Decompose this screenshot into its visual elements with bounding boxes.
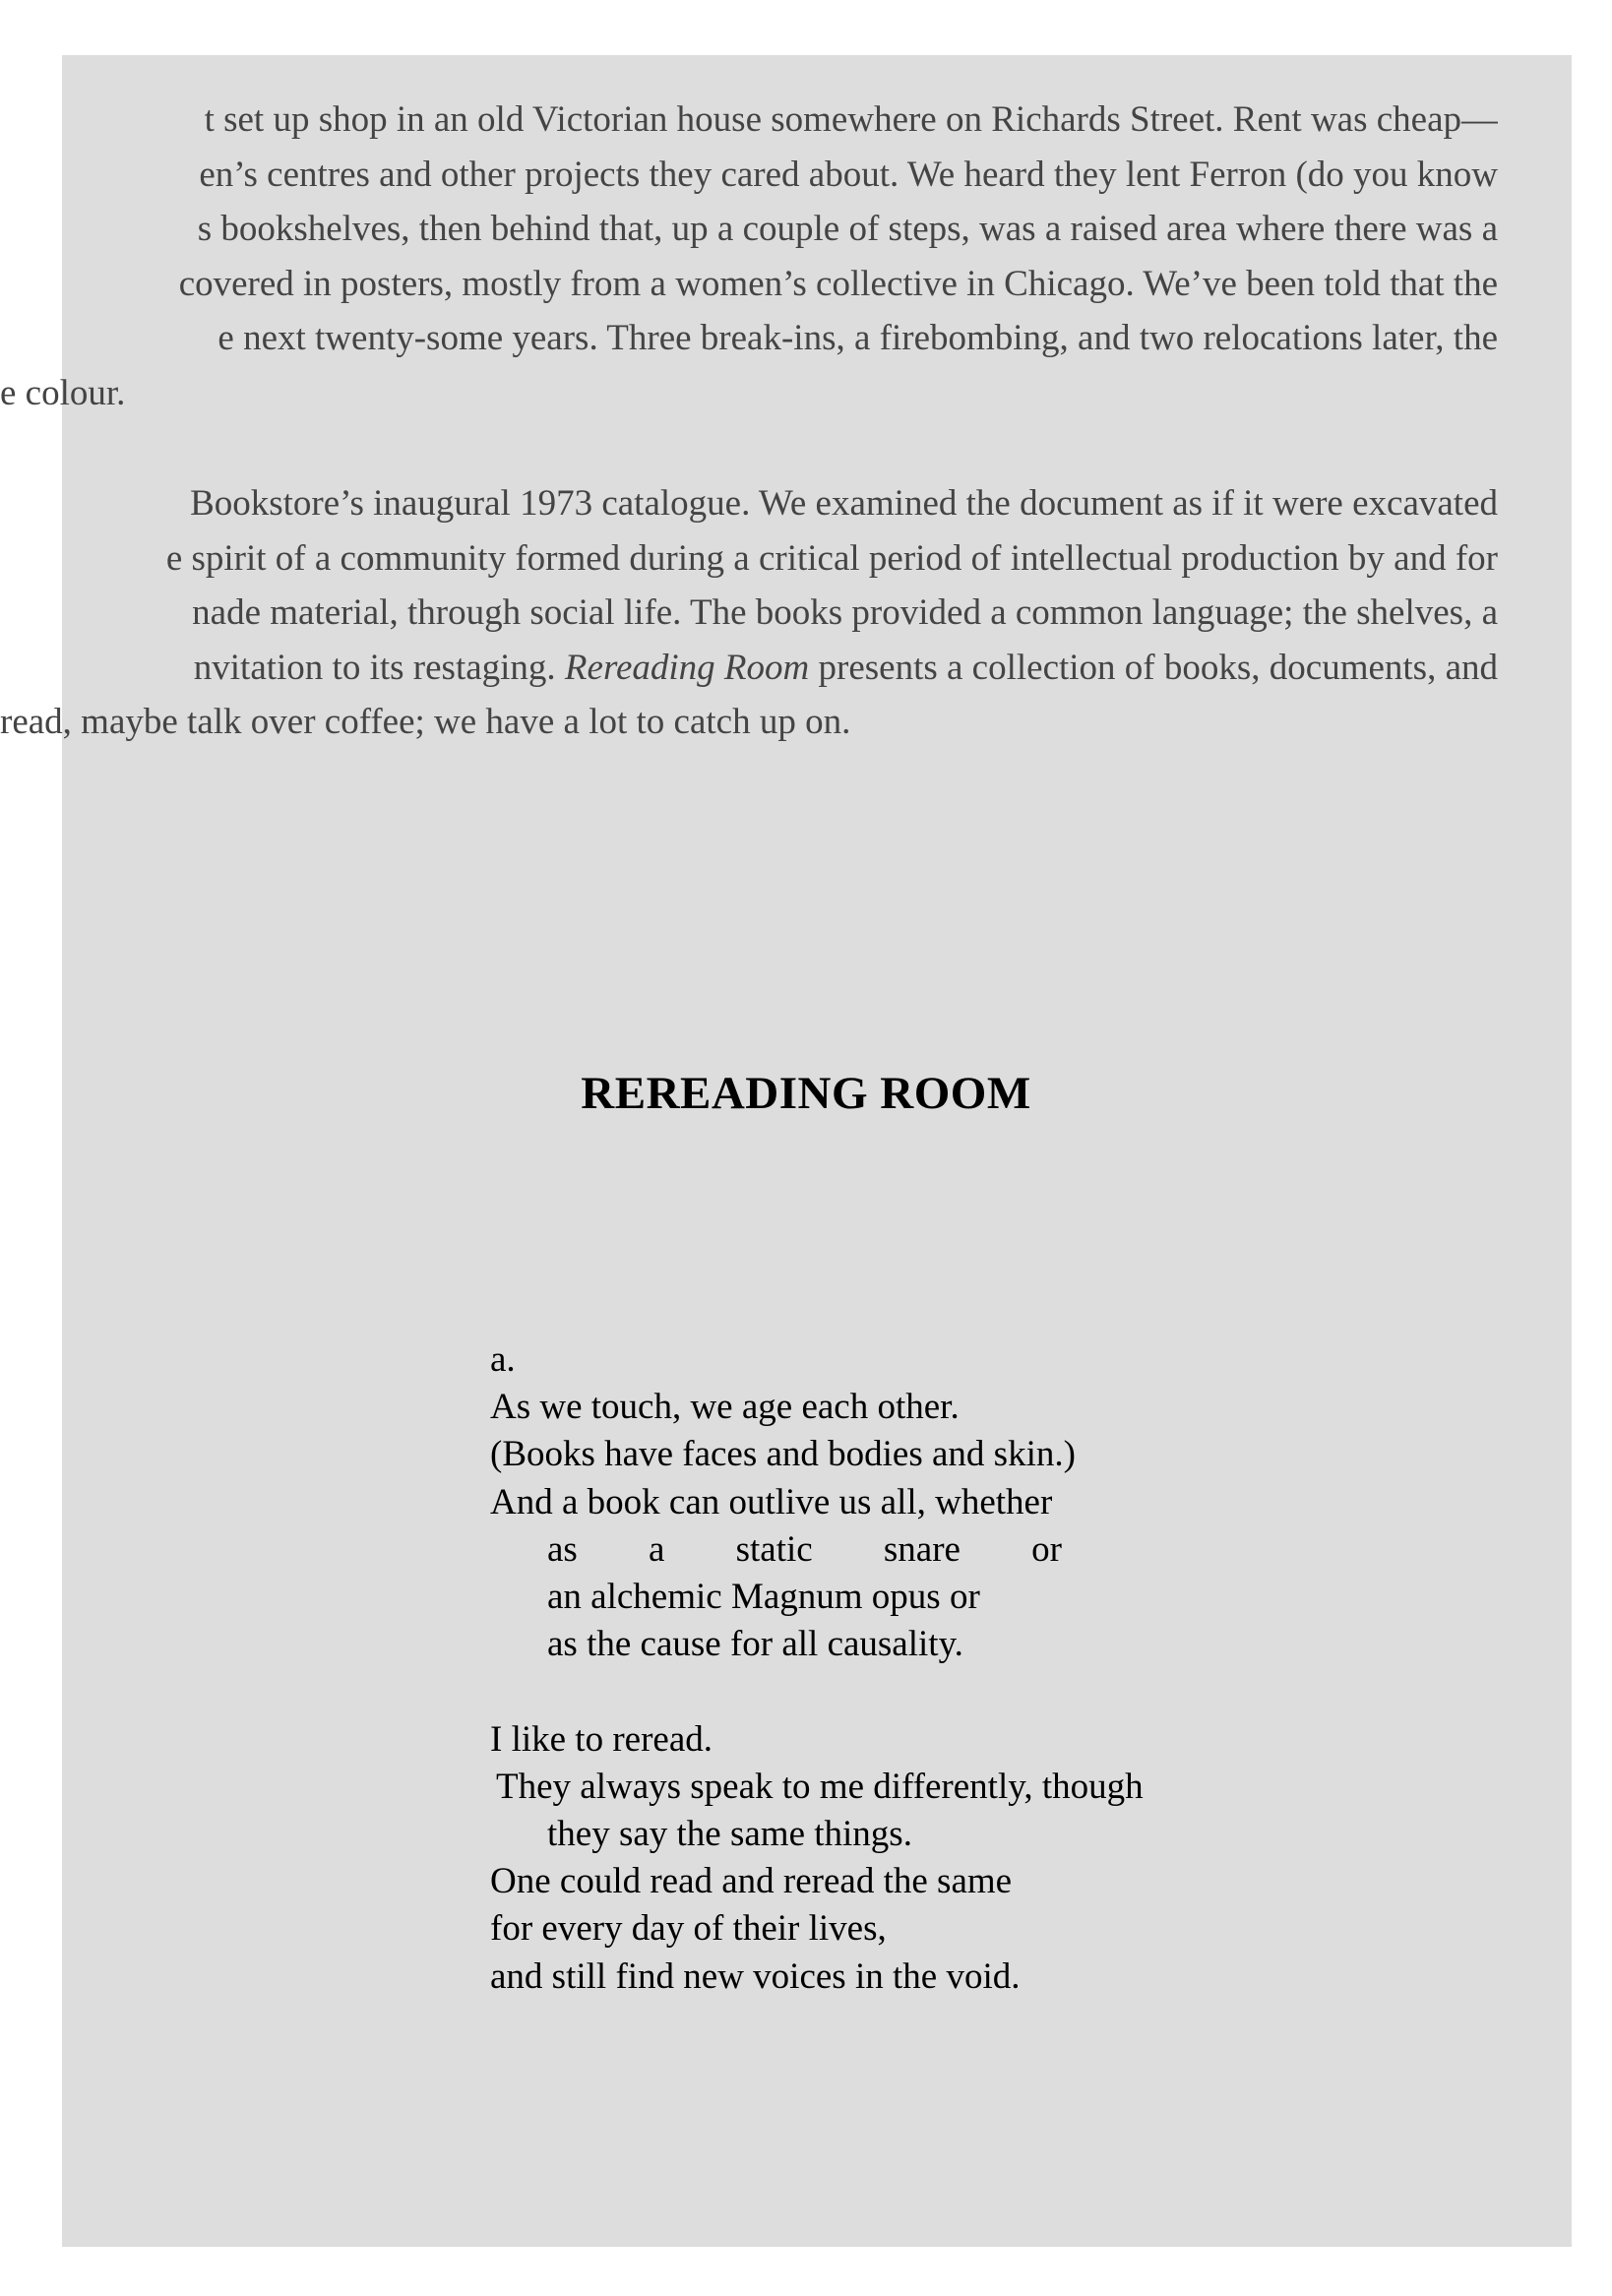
paragraph-line: e colour. <box>0 372 126 413</box>
paragraph-line: e next twenty-some years. Three break-ins, a firebombing, and two relocations later, the <box>217 318 1498 358</box>
poem-word: a <box>649 1528 665 1570</box>
poem-line: And a book can outlive us all, whether <box>490 1481 1053 1522</box>
poem-line: for every day of their lives, <box>490 1908 887 1950</box>
poem-word: snare <box>883 1528 961 1570</box>
poem <box>490 1336 1238 2001</box>
poem-word: static <box>735 1528 813 1570</box>
poem-word: or <box>1031 1528 1062 1570</box>
exhibition-title-italic: Rereading Room <box>564 647 810 688</box>
poem-line: and still find new voices in the void. <box>490 1955 1021 1997</box>
paragraph-line: en’s centres and other projects they cared about. We heard they lent Ferron (do you know <box>199 154 1498 195</box>
poem-marker: a. <box>490 1339 516 1380</box>
paragraph-line: covered in posters, mostly from a women’s collective in Chicago. We’ve been told that the <box>178 263 1498 304</box>
poem-line: As we touch, we age each other. <box>490 1387 960 1428</box>
poem-line: They always speak to me differently, though <box>496 1766 1144 1807</box>
paragraph-line: Bookstore’s inaugural 1973 catalogue. We examined the document as if it were excavated <box>190 483 1498 524</box>
poem-line-indented: an alchemic Magnum opus or <box>547 1577 980 1618</box>
line-text: presents a collection of books, documents, and <box>809 647 1498 688</box>
paragraph-line: t set up shop in an old Victorian house somewhere on Richards Street. Rent was cheap— <box>204 99 1498 140</box>
paragraph-line: nade material, through social life. The books provided a common language; the shelves, a <box>192 592 1498 633</box>
line-text: nvitation to its restaging. <box>193 647 565 688</box>
poem-line-spread <box>490 1526 1062 1574</box>
paragraph-line-with-title <box>0 641 1498 696</box>
poem-line: One could read and reread the same <box>490 1861 1013 1902</box>
paragraph-line: s bookshelves, then behind that, up a couple of steps, was a raised area where there was a <box>197 209 1498 249</box>
paragraph-line: e spirit of a community formed during a critical period of intellectual production by and for <box>165 537 1498 579</box>
stanza-break <box>490 1668 1238 1715</box>
paragraph-line: read, maybe talk over coffee; we have a lot to catch up on. <box>0 702 851 742</box>
poem-line: I like to reread. <box>490 1718 713 1760</box>
poem-line-indented: they say the same things. <box>547 1814 912 1855</box>
poem-line-indented: as the cause for all causality. <box>547 1624 963 1665</box>
section-heading: REREADING ROOM <box>581 1068 1031 1119</box>
paragraph-catalogue <box>0 476 1498 750</box>
poem-word: as <box>547 1528 578 1570</box>
poem-line: (Books have faces and bodies and skin.) <box>490 1434 1076 1475</box>
paragraph-intro <box>0 93 1498 420</box>
